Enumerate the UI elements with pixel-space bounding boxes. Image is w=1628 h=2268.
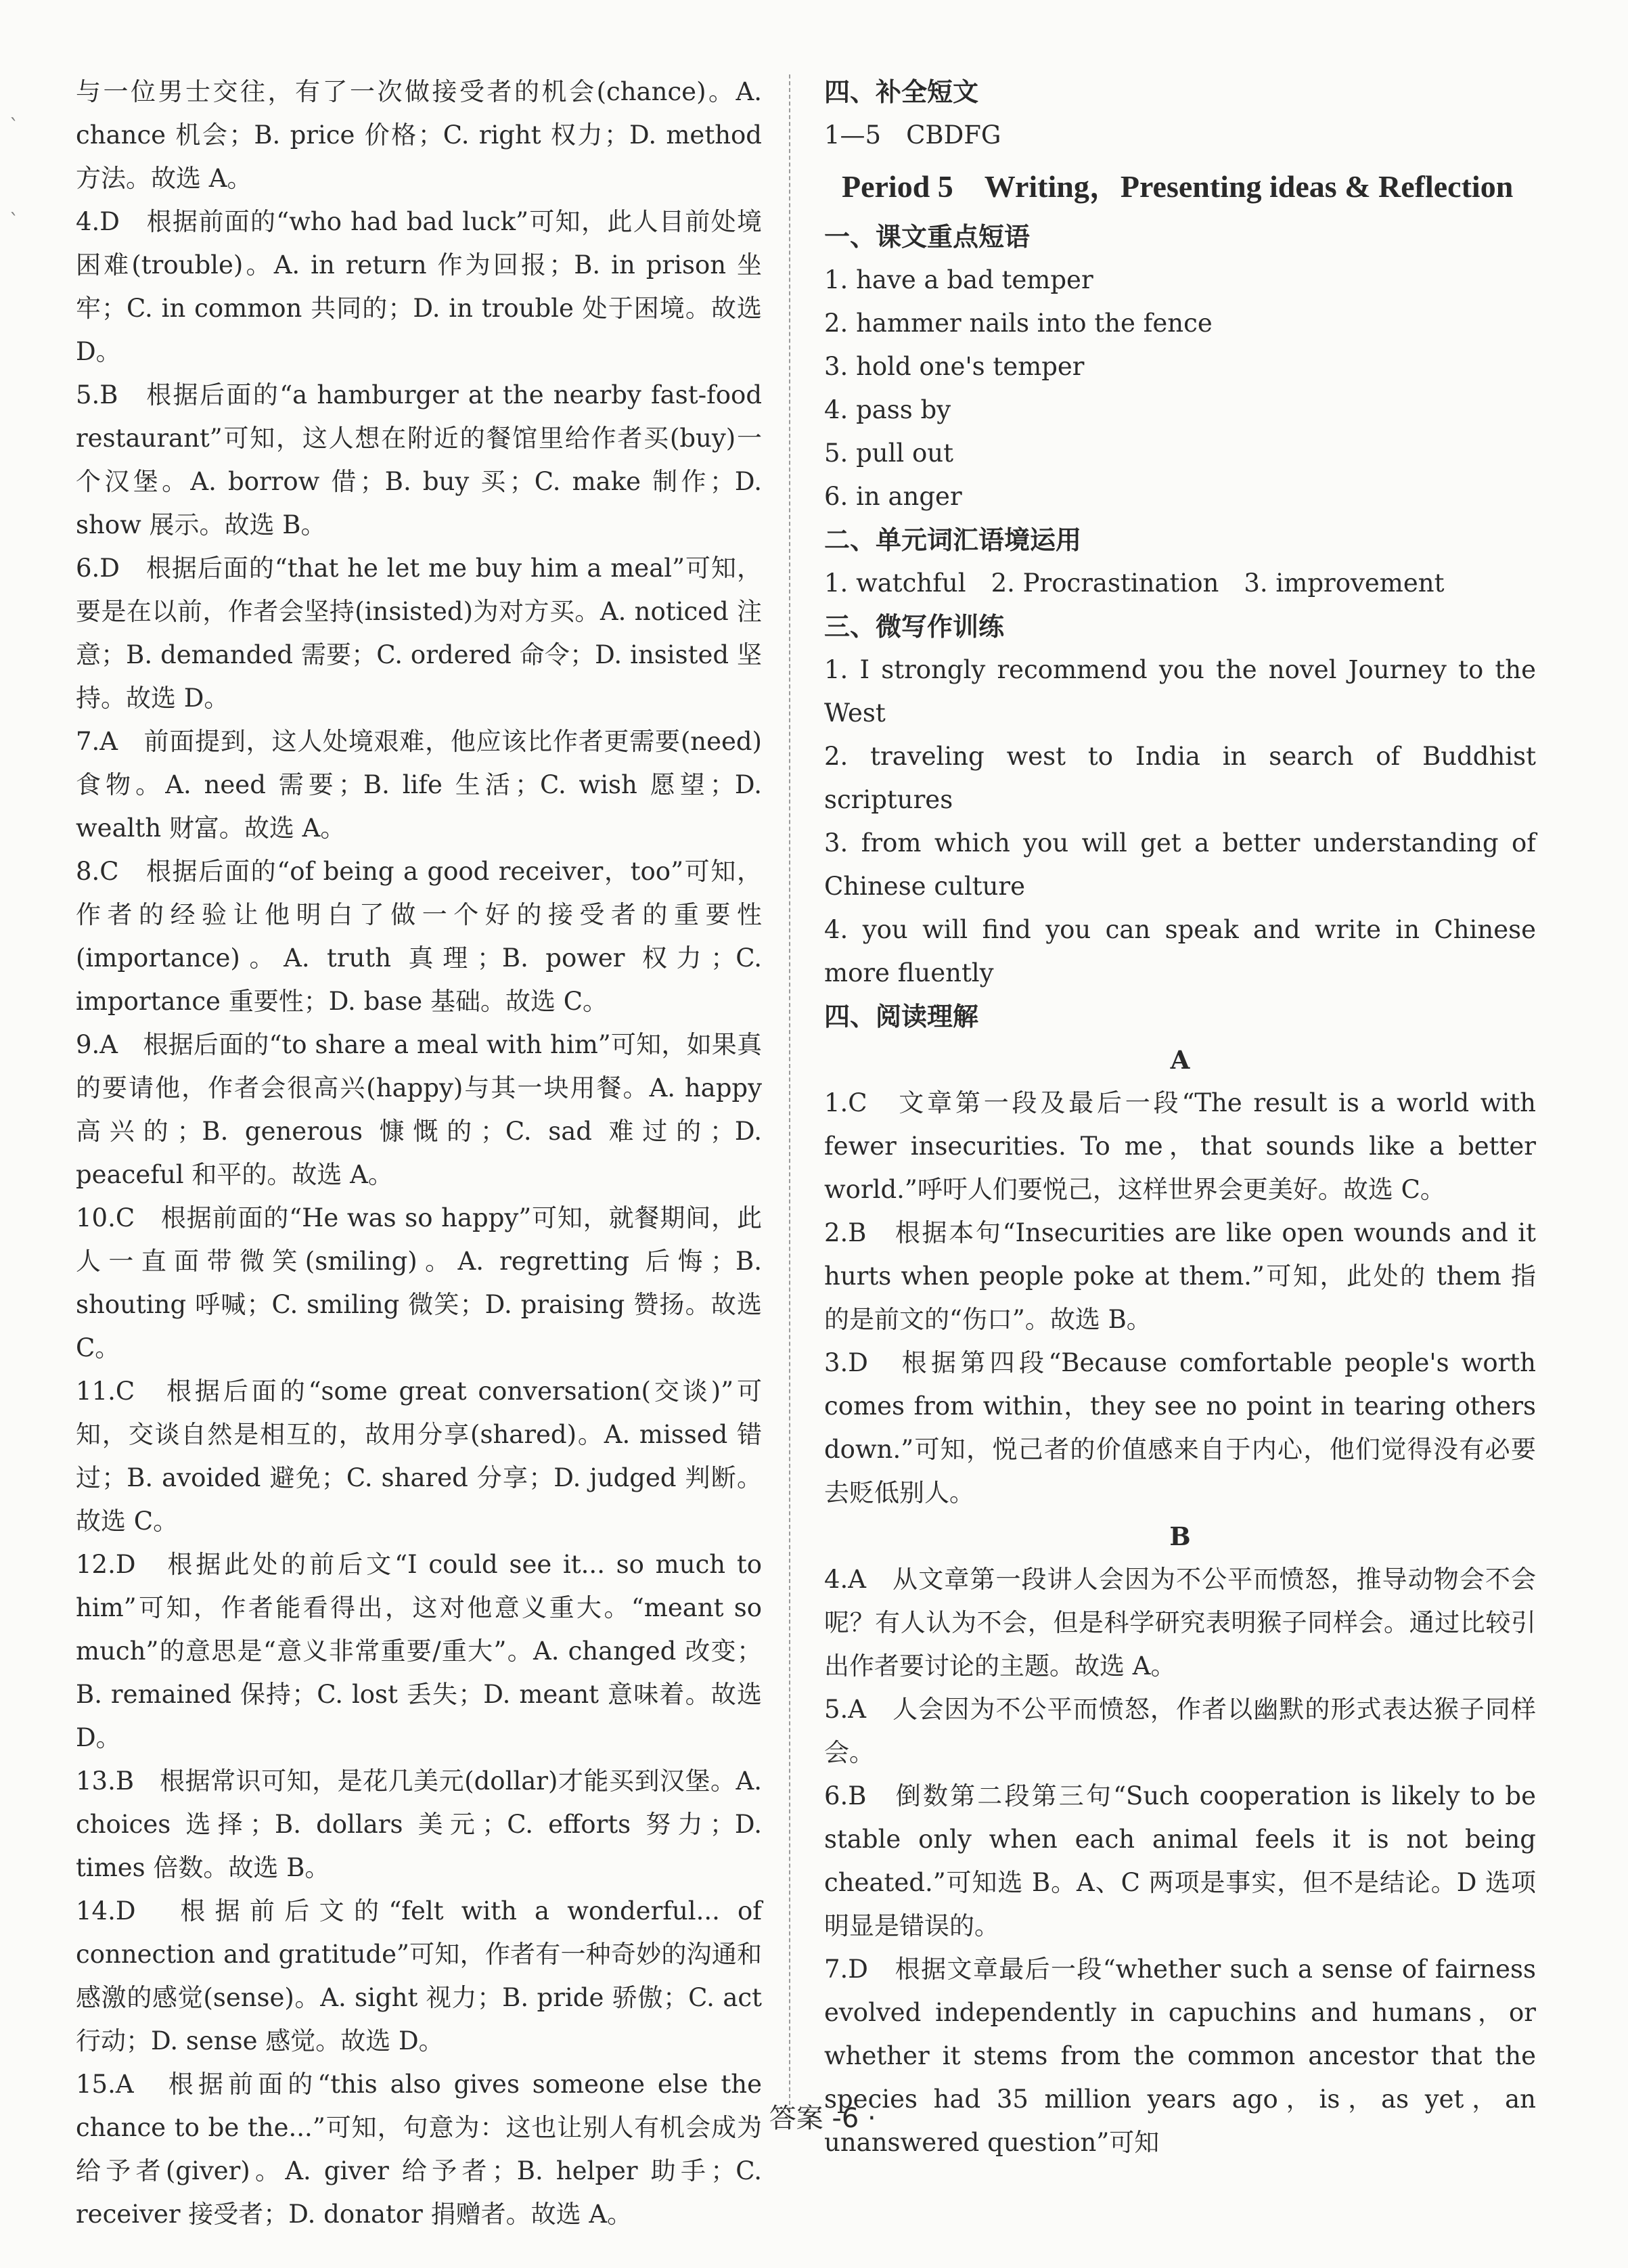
column-divider — [789, 74, 790, 2118]
phrase-item: 3. hold one's temper — [824, 352, 1085, 381]
reading-item: 7.D 根据文章最后一段“whether such a sense of fairness evolved independently in capuchins and humans，or whether it stems from the common ancestor that the species had 35 million years ago，is，as yet，an unanswered question”可知 — [824, 1955, 1536, 2157]
right-column — [824, 70, 1536, 2164]
answer-item: 6.D 根据后面的“that he let me buy him a meal”可知，要是在以前，作者会坚持(insisted)为对方买。A. noticed 注意；B. demanded 需要；C. ordered 命令；D. insisted 坚持。故选 D。 — [76, 554, 762, 713]
passage-label: B — [1169, 1521, 1191, 1551]
answer-item: 11.C 根据后面的“some great conversation(交谈)”可知，交谈自然是相互的，故用分享(shared)。A. missed 错过；B. avoided 避免；C. shared 分享；D. judged 判断。故选 C。 — [76, 1377, 762, 1536]
section-title: 三、微写作训练 — [824, 612, 1005, 642]
cloze-answer: 1—5 CBDFG — [824, 120, 1001, 150]
answer-item: 10.C 根据前面的“He was so happy”可知，就餐期间，此人一直面带微笑(smiling)。A. regretting 后悔；B. shouting 呼喊；C. smiling 微笑；D. praising 赞扬。故选 C。 — [76, 1203, 762, 1362]
phrase-item: 4. pass by — [824, 395, 951, 424]
phrase-item: 2. hammer nails into the fence — [824, 309, 1213, 338]
answer-item: 4.D 根据前面的“who had bad luck”可知，此人目前处境困难(trouble)。A. in return 作为回报；B. in prison 坐牢；C. in common 共同的；D. in trouble 处于困境。故选 D。 — [76, 207, 762, 366]
section-title: 四、阅读理解 — [824, 1002, 979, 1031]
writing-item: 2. traveling west to India in search of Buddhist scriptures — [824, 742, 1536, 814]
answer-item: 14.D 根据前后文的“felt with a wonderful... of connection and gratitude”可知，作者有一种奇妙的沟通和感激的感觉(sense)。A. sight 视力；B. pride 骄傲；C. act 行动；D. sense 感觉。故选 D。 — [76, 1896, 762, 2055]
answer-item: 9.A 根据后面的“to share a meal with him”可知，如果真的要请他，作者会很高兴(happy)与其一块用餐。A. happy 高兴的；B. generous 慷慨的；C. sad 难过的；D. peaceful 和平的。故选 A。 — [76, 1030, 762, 1189]
reading-item: 1.C 文章第一段及最后一段“The result is a world with fewer insecurities. To me，that sounds like a better world.”呼吁人们要悦己，这样世界会更美好。故选 C。 — [824, 1088, 1536, 1204]
phrase-item: 6. in anger — [824, 482, 962, 511]
answer-item: 7.A 前面提到，这人处境艰难，他应该比作者更需要(need)食物。A. need 需要；B. life 生活；C. wish 愿望；D. wealth 财富。故选 A。 — [76, 727, 762, 843]
answer-item: 与一位男士交往，有了一次做接受者的机会(chance)。A. chance 机会；B. price 价格；C. right 权力；D. method 方法。故选 A。 — [76, 77, 762, 193]
answer-item: 15.A 根据前面的“this also gives someone else the chance to be the...”可知，句意为：这也让别人有机会成为给予者(giver)。A. giver 给予者；B. helper 助手；C. receiver 接受者；D. donator 捐赠者。故选 A。 — [76, 2070, 762, 2229]
writing-item: 4. you will find you can speak and write in Chinese more fluently — [824, 915, 1536, 987]
vocab-answers: 1. watchful 2. Procrastination 3. improvement — [824, 569, 1445, 598]
writing-item: 1. I strongly recommend you the novel Journey to the West — [824, 655, 1536, 728]
reading-item: 5.A 人会因为不公平而愤怒，作者以幽默的形式表达猴子同样会。 — [824, 1695, 1536, 1767]
reading-item: 4.A 从文章第一段讲人会因为不公平而愤怒，推导动物会不会呢？有人认为不会，但是科学研究表明猴子同样会。通过比较引出作者要讨论的主题。故选 A。 — [824, 1565, 1536, 1681]
answer-item: 5.B 根据后面的“a hamburger at the nearby fast-food restaurant”可知，这人想在附近的餐馆里给作者买(buy)一个汉堡。A. borrow 借；B. buy 买；C. make 制作；D. show 展示。故选 B。 — [76, 380, 762, 539]
margin-mark: ˋ — [9, 115, 19, 137]
phrase-item: 1. have a bad temper — [824, 265, 1093, 294]
page-number: · 答案 -6 · — [752, 2103, 876, 2134]
passage-label: A — [1170, 1045, 1190, 1075]
reading-item: 3.D 根据第四段“Because comfortable people's worth comes from within，they see no point in tearing others down.”可知，悦己者的价值感来自于内心，他们觉得没有必要去贬低别人。 — [824, 1348, 1536, 1507]
phrase-item: 5. pull out — [824, 439, 953, 468]
reading-item: 2.B 根据本句“Insecurities are like open wounds and it hurts when people poke at them.”可知，此处的 them 指的是前文的“伤口”。故选 B。 — [824, 1218, 1536, 1334]
reading-item: 6.B 倒数第二段第三句“Such cooperation is likely to be stable only when each animal feels it is not being cheated.”可知选 B。A、C 两项是事实，但不是结论。D 选项明显是错误的。 — [824, 1781, 1536, 1940]
section-title: 二、单元词汇语境运用 — [824, 525, 1082, 555]
answer-item: 12.D 根据此处的前后文“I could see it... so much to him”可知，作者能看得出，这对他意义重大。“meant so much”的意思是“意义非常重要/重大”。A. changed 改变；B. remained 保持；C. lost 丢失；D. meant 意味着。故选 D。 — [76, 1550, 762, 1752]
period-title: Period 5 Writing，Presenting ideas & Reflection — [842, 169, 1514, 204]
margin-mark: ˋ — [9, 210, 19, 232]
answer-item: 8.C 根据后面的“of being a good receiver，too”可知，作者的经验让他明白了做一个好的接受者的重要性(importance)。A. truth 真理；B. power 权力；C. importance 重要性；D. base 基础。故选 C。 — [76, 857, 762, 1016]
section-title: 一、课文重点短语 — [824, 222, 1031, 252]
writing-item: 3. from which you will get a better understanding of Chinese culture — [824, 828, 1536, 901]
left-column — [76, 70, 762, 2236]
section-title: 四、补全短文 — [824, 77, 979, 107]
answer-item: 13.B 根据常识可知，是花几美元(dollar)才能买到汉堡。A. choices 选择；B. dollars 美元；C. efforts 努力；D. times 倍数。故选 B。 — [76, 1766, 762, 1882]
